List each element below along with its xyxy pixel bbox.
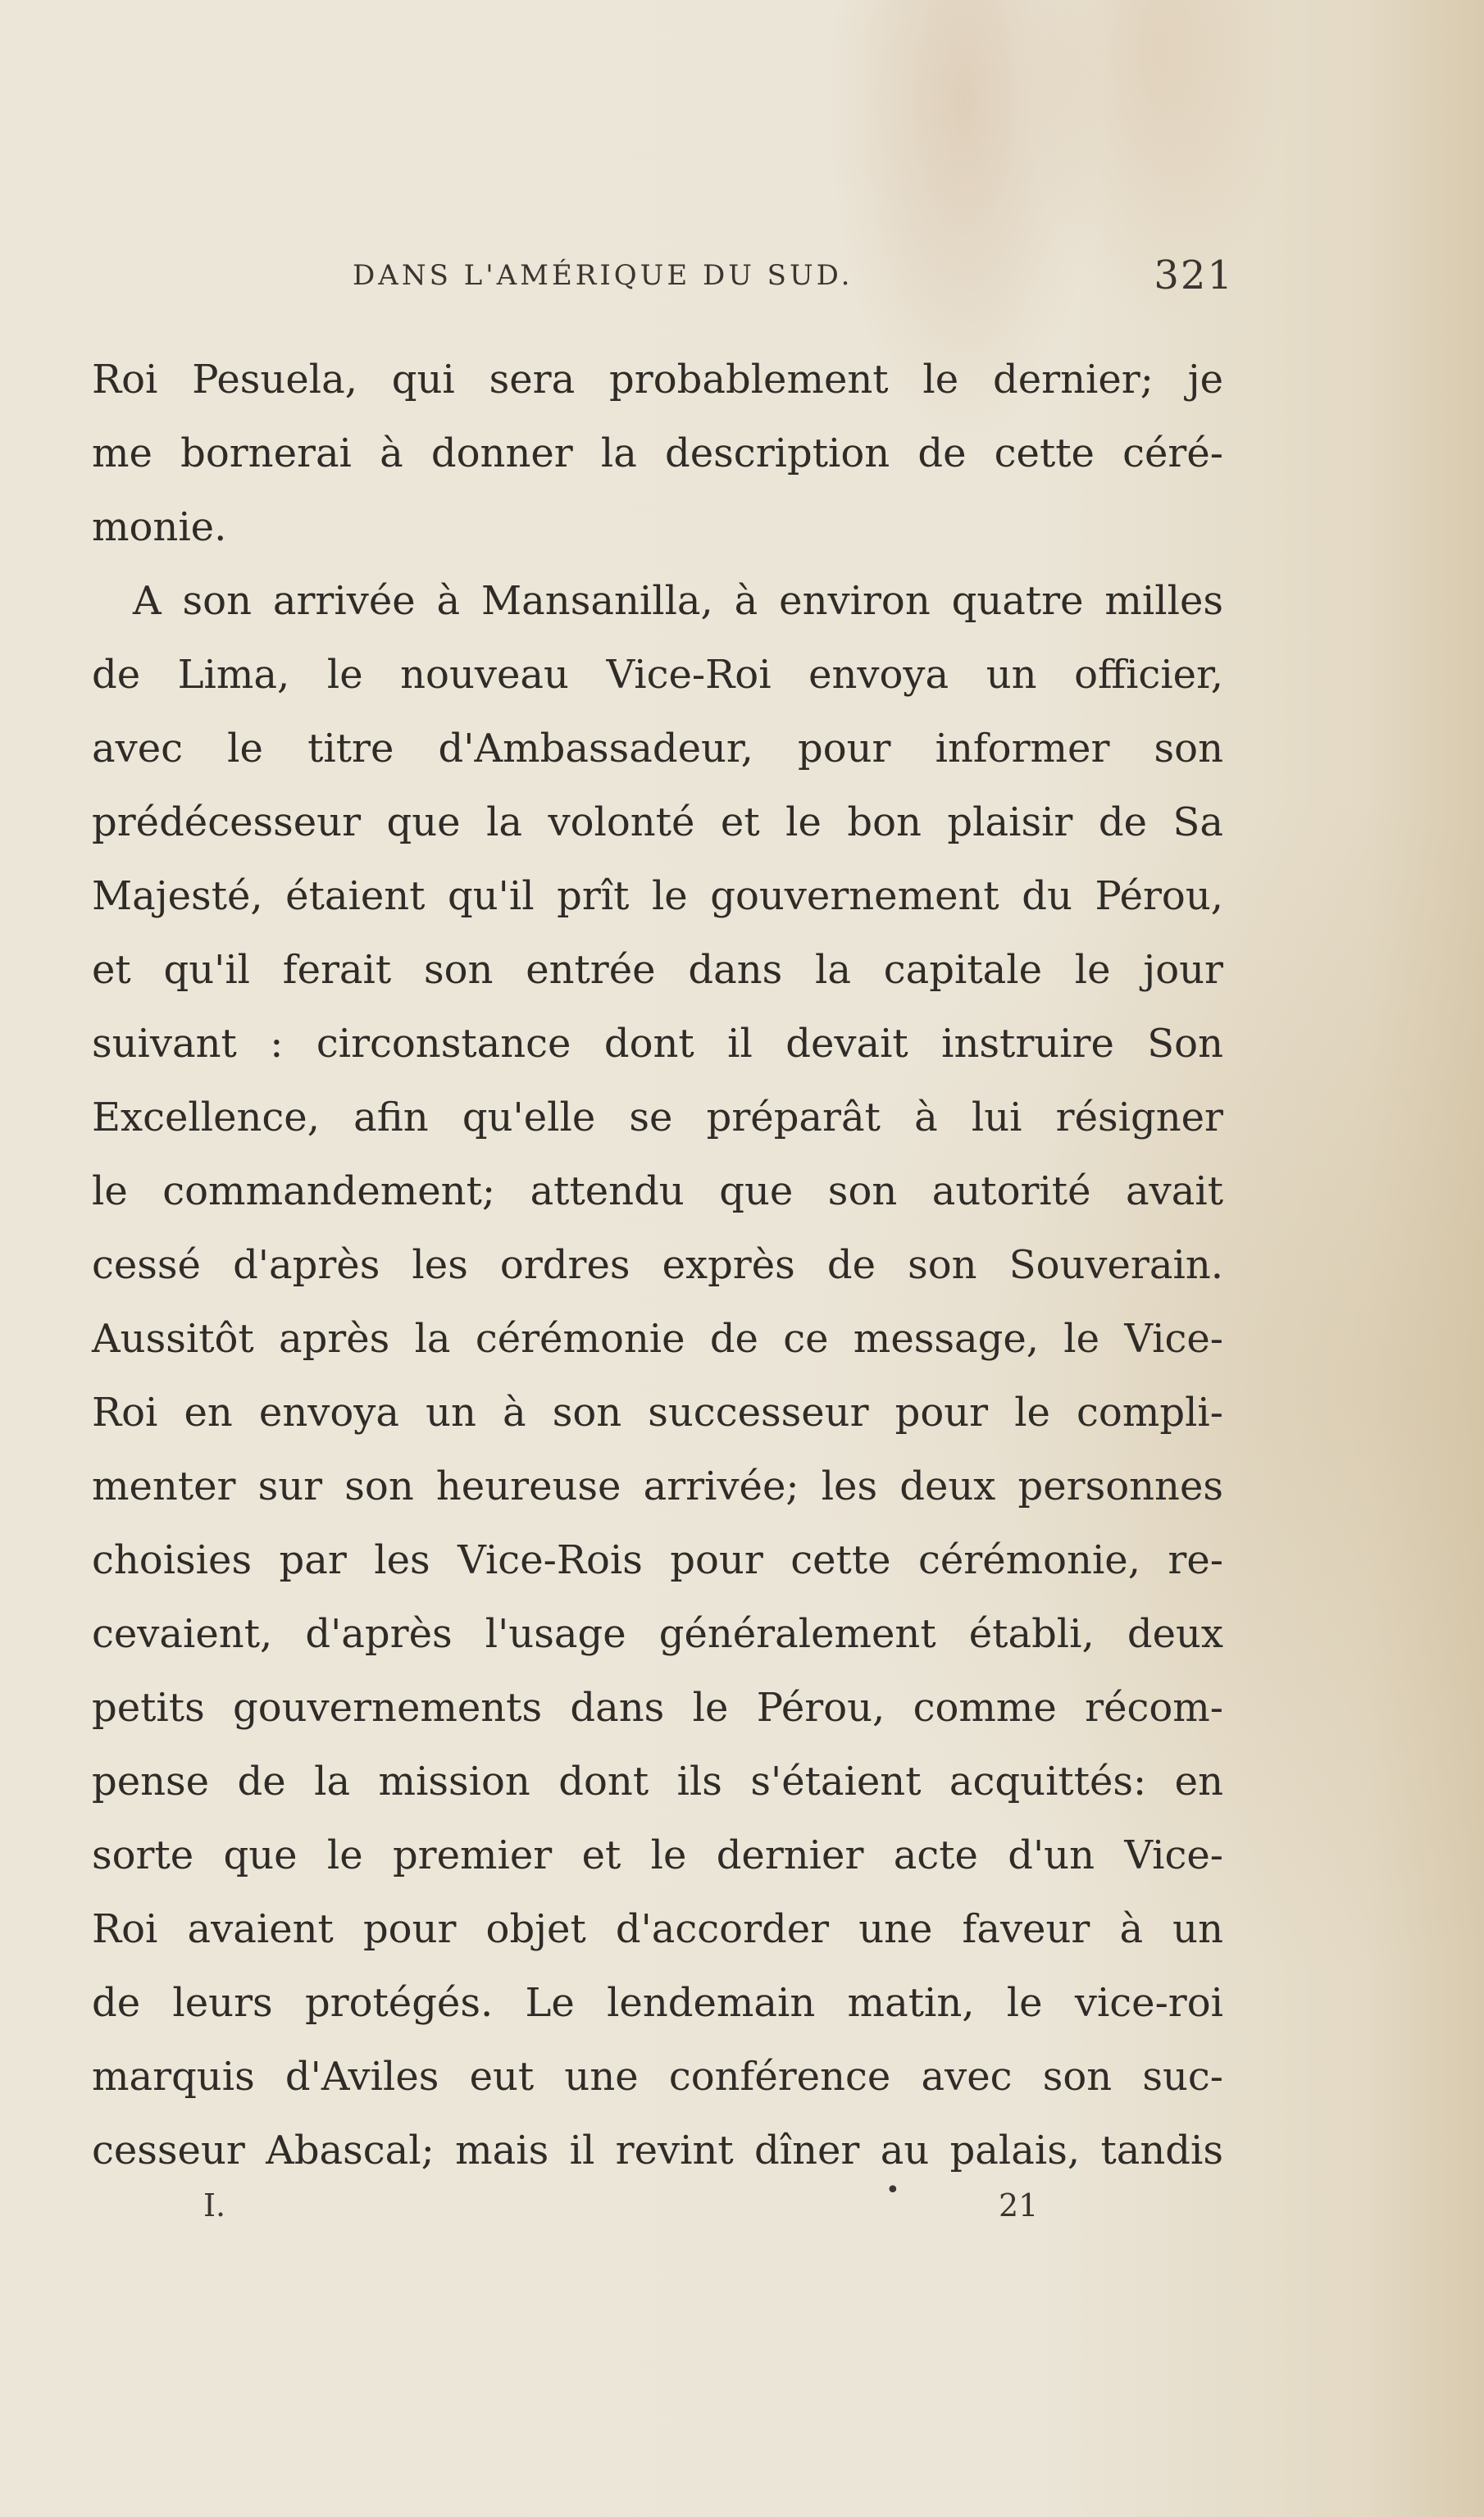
running-head-title: DANS L'AMÉRIQUE DU SUD. xyxy=(353,259,854,292)
text-line: Roi avaient pour objet d'accorder une faveur à un xyxy=(92,1906,1223,1952)
text-line: Aussitôt après la cérémonie de ce message, le Vice- xyxy=(92,1316,1223,1362)
text-line: pense de la mission dont ils s'étaient acquittés: en xyxy=(92,1759,1223,1805)
text-line: et qu'il ferait son entrée dans la capitale le jour xyxy=(92,947,1223,993)
text-line: prédécesseur que la volonté et le bon plaisir de Sa xyxy=(92,799,1223,845)
text-line: de Lima, le nouveau Vice-Roi envoya un officier, xyxy=(92,652,1223,698)
text-line: menter sur son heureuse arrivée; les deux personnes xyxy=(92,1463,1223,1509)
text-line: sorte que le premier et le dernier acte d'un Vice- xyxy=(92,1832,1223,1878)
page-number: 321 xyxy=(1154,253,1234,298)
text-line: de leurs protégés. Le lendemain matin, le vice-roi xyxy=(92,1980,1223,2026)
text-line: petits gouvernements dans le Pérou, comme récom- xyxy=(92,1685,1223,1731)
text-line: marquis d'Aviles eut une conférence avec son suc- xyxy=(92,2054,1223,2100)
text-line: Roi en envoya un à son successeur pour le compli- xyxy=(92,1390,1223,1436)
gathering-signature: 21 xyxy=(999,2187,1039,2223)
text-line: le commandement; attendu que son autorité avait xyxy=(92,1168,1223,1214)
text-line: Excellence, afin qu'elle se préparât à lui résigner xyxy=(92,1095,1223,1140)
printer-mark: • xyxy=(885,2176,900,2205)
page-footer xyxy=(90,2176,1234,2237)
text-line: Roi Pesuela, qui sera probablement le dernier; je xyxy=(92,357,1223,403)
text-line: cevaient, d'après l'usage généralement établi, deux xyxy=(92,1611,1223,1657)
text-line: Majesté, étaient qu'il prît le gouvernement du Pérou, xyxy=(92,873,1223,919)
running-head xyxy=(90,253,1234,308)
text-line: choisies par les Vice-Rois pour cette cérémonie, re- xyxy=(92,1537,1223,1583)
text-line: avec le titre d'Ambassadeur, pour informer son xyxy=(92,726,1223,771)
text-line: A son arrivée à Mansanilla, à environ quatre milles xyxy=(133,578,1223,624)
volume-signature: I. xyxy=(203,2187,226,2223)
text-line: monie. xyxy=(92,504,227,550)
text-line: cessé d'après les ordres exprès de son Souverain. xyxy=(92,1242,1223,1288)
text-line: me bornerai à donner la description de cette céré- xyxy=(92,430,1223,476)
text-line: suivant : circonstance dont il devait instruire Son xyxy=(92,1021,1223,1067)
text-line: cesseur Abascal; mais il revint dîner au palais, tandis xyxy=(92,2128,1223,2173)
body-text xyxy=(92,343,1223,2187)
